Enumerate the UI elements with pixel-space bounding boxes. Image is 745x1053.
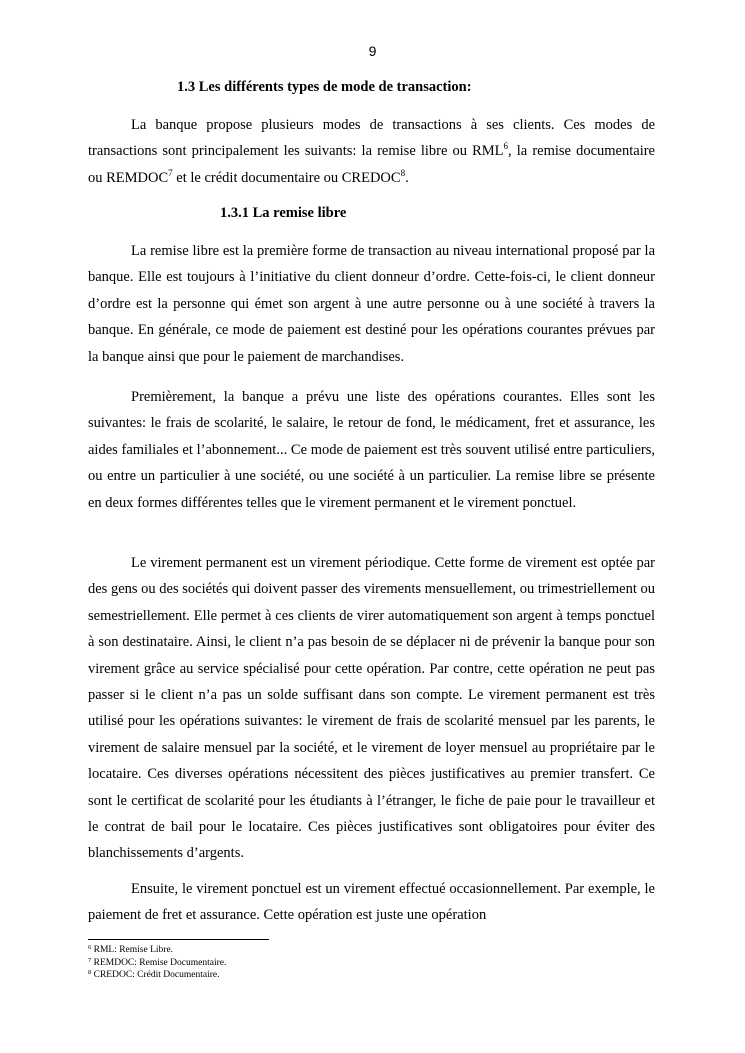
footnote-number: 7 xyxy=(88,956,92,964)
page-number: 9 xyxy=(368,43,377,59)
paragraph-remise-libre: La remise libre est la première forme de transaction au niveau international proposé par la banque. Elle est toujours à l’initiative du client donneur d’ordre. Cette-fois-ci, le client donneur d’ordre est la personne qui émet son argent à une autre personne ou à une société à travers la banque. En générale, ce mode de paiement est destiné pour les opérations courantes prévues par la banque ainsi que pour le paiement de marchandises. xyxy=(88,243,655,365)
footnote-separator xyxy=(88,939,269,940)
footnote-text: REMDOC: Remise Documentaire. xyxy=(91,957,227,968)
paragraph-operations-courantes: Premièrement, la banque a prévu une liste des opérations courantes. Elles sont les suivantes: le frais de scolarité, le salaire, le retour de fond, le médicament, fret et assurance, les aides familiales et l’abonnement... Ce mode de paiement est très souvent utilisé entre particuliers, ou entre un particulier à une société, ou une société à un particulier. La remise libre se présente en deux formes différentes telles que le virement permanent et le virement ponctuel. xyxy=(88,389,655,511)
footnote-text: RML: Remise Libre. xyxy=(91,945,174,955)
footnote-text: CREDOC: Crédit Documentaire. xyxy=(91,970,220,980)
footnote xyxy=(88,957,226,970)
subsection-heading: 1.3.1 La remise libre xyxy=(220,205,347,221)
footnote-ref-7: 7 xyxy=(168,167,173,178)
intro-text-2: , la remise documentaire ou REMDOC xyxy=(88,143,655,186)
paragraph-virement-permanent: Le virement permanent est un virement périodique. Cette forme de virement est optée par des gens ou des sociétés qui doivent passer des virements mensuellement, ou trimestriellement ou semestriellement. Elle permet à ces clients de virer automatiquement son argent à temps ponctuel à son destinataire. Ainsi, le client n’a pas besoin de se déplacer ni de prévenir la banque pour son virement grâce au service spécialisé pour cette opération. Par contre, cette opération ne peut pas passer si le client n’a pas un solde suffisant dans son compte. Le virement permanent est très utilisé pour les opérations suivantes: le virement de frais de scolarité mensuel par les parents, le virement de salaire mensuel par la société, et le virement de loyer mensuel au propriétaire par le locataire. Ces diverses opérations nécessitent des pièces justificatives au premier transfert. Ce sont le certificat de scolarité pour les étudiants à l’étranger, le fiche de paie pour le travailleur et le contrat de bail pour le locataire. Ces pièces justificatives sont obligatoires pour éviter des blanchissements d’argents. xyxy=(88,555,655,862)
footnote-ref-8: 8 xyxy=(400,167,406,178)
footnote-number: 8 xyxy=(88,969,92,976)
intro-text-3: et le crédit documentaire ou CREDOC xyxy=(172,169,401,186)
intro-text-1: La banque propose plusieurs modes de transactions à ses clients. Ces modes de transactions sont principalement les suivants: la remise libre ou RML xyxy=(88,117,655,160)
footnote xyxy=(88,969,226,982)
section-heading: 1.3 Les différents types de mode de transaction: xyxy=(177,79,472,95)
intro-paragraph xyxy=(88,112,655,191)
footnote-number: 6 xyxy=(88,944,92,951)
footnote xyxy=(88,944,226,957)
footnotes xyxy=(88,944,226,982)
paragraph-virement-ponctuel: Ensuite, le virement ponctuel est un virement effectué occasionnellement. Par exemple, le paiement de fret et assurance. Cette opération est juste une opération xyxy=(88,881,655,924)
intro-text-4: . xyxy=(405,169,409,186)
footnote-ref-6: 6 xyxy=(503,141,509,152)
